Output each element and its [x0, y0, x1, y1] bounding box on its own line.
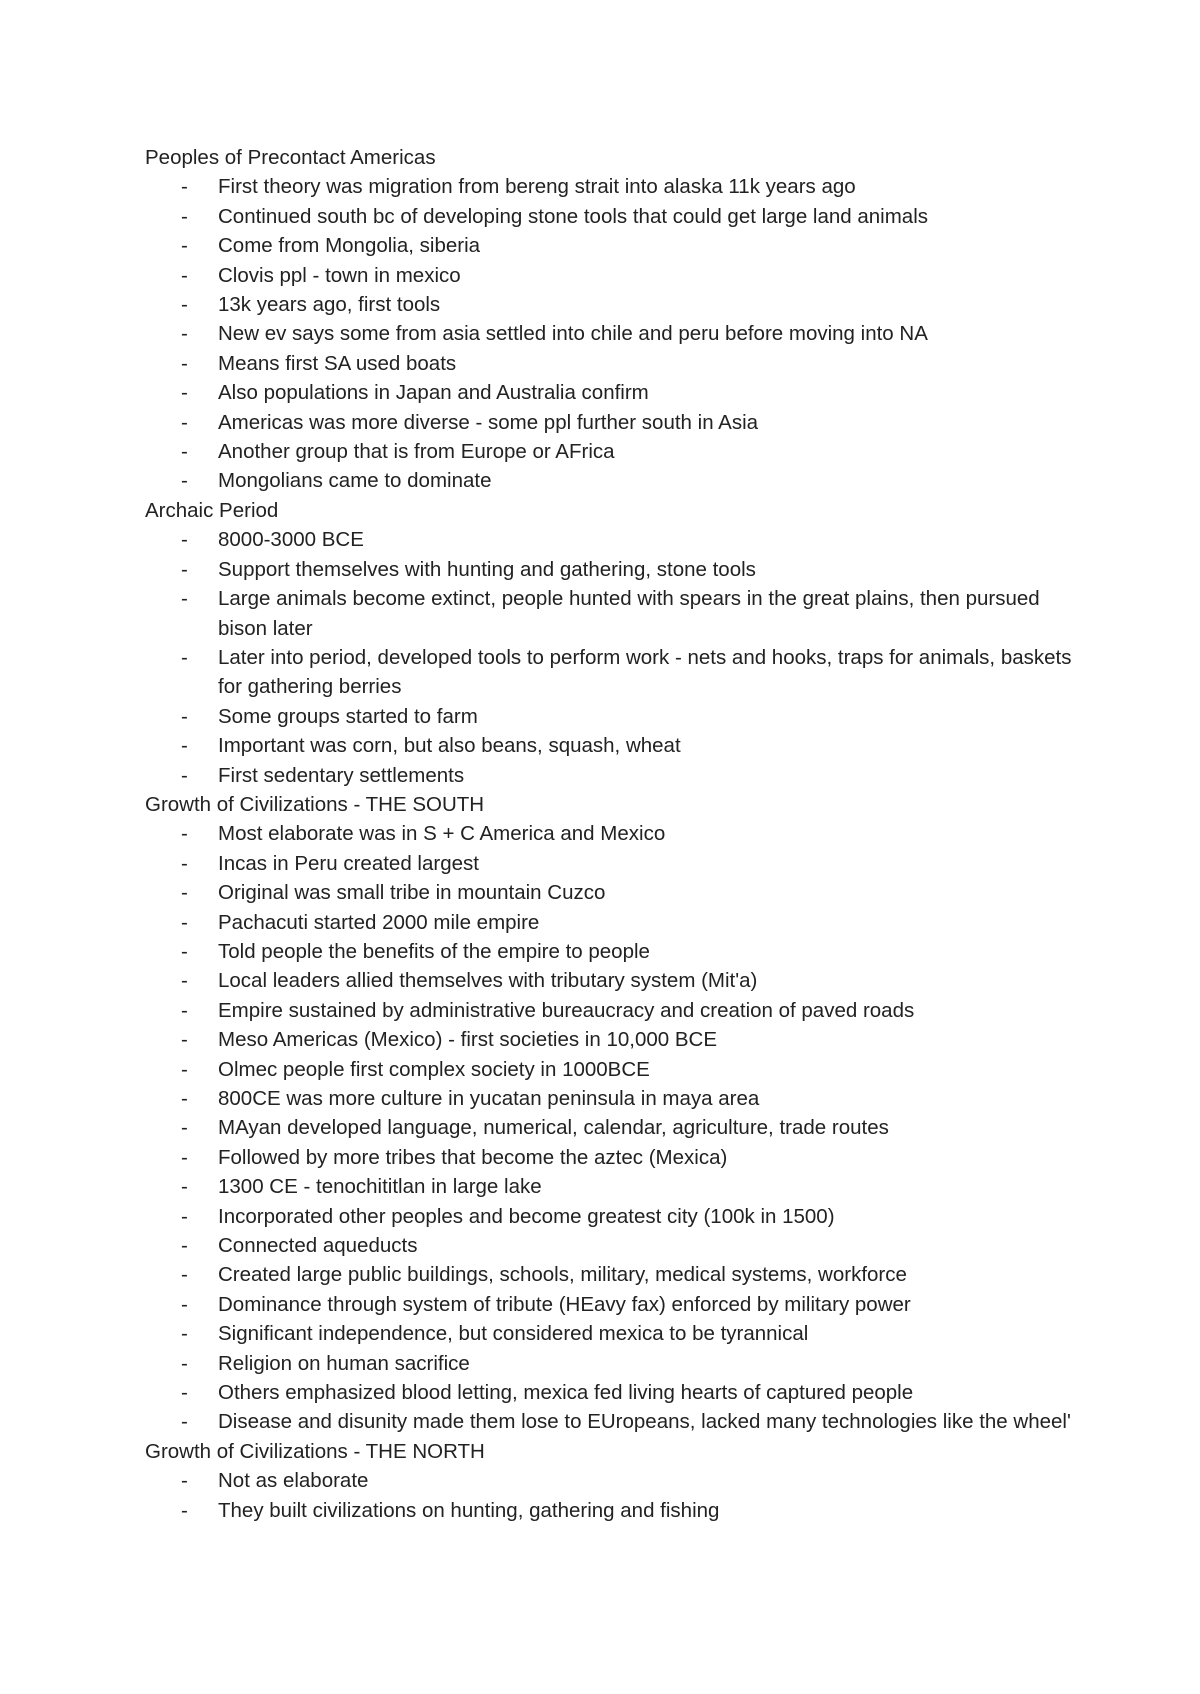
list-item: [145, 1466, 1075, 1495]
bullet-dash: -: [181, 410, 188, 434]
bullet-dash: -: [181, 969, 188, 993]
list-item: [145, 1378, 1075, 1407]
bullet-dash: -: [181, 1116, 188, 1140]
list-item: [145, 849, 1075, 878]
list-item-text: 13k years ago, first tools: [218, 293, 441, 317]
list-item: [145, 261, 1075, 290]
bullet-dash: -: [181, 351, 188, 375]
list-item: [145, 937, 1075, 966]
bullet-dash: -: [181, 1145, 188, 1169]
list-item-text: Significant independence, but considered mexica to be tyrannical: [218, 1322, 809, 1346]
bullet-dash: -: [181, 1087, 188, 1110]
list-item: [145, 1113, 1075, 1142]
list-item: [145, 1349, 1075, 1378]
section-heading: Archaic Period: [145, 498, 279, 522]
bullet-list: [145, 1466, 1075, 1525]
section-heading: Peoples of Precontact Americas: [145, 146, 436, 169]
list-item: [145, 466, 1075, 495]
bullet-dash: -: [181, 557, 188, 581]
list-item-text: Meso Americas (Mexico) - first societies in 10,000 BCE: [218, 1028, 717, 1052]
list-item-text: Come from Mongolia, siberia: [218, 234, 481, 258]
list-item-text: Olmec people first complex society in 1000BCE: [218, 1057, 650, 1081]
list-item-text: Clovis ppl - town in mexico: [218, 263, 461, 287]
list-item-text: Followed by more tribes that become the aztec (Mexica): [218, 1145, 728, 1169]
list-item-text: Continued south bc of developing stone tools that could get large land animals: [218, 204, 929, 228]
list-item-text: Important was corn, but also beans, squash, wheat: [218, 734, 681, 758]
list-item-text: Incas in Peru created largest: [218, 851, 479, 875]
list-item-text: Another group that is from Europe or AFrica: [218, 440, 615, 464]
bullet-dash: -: [181, 645, 188, 669]
list-item: [145, 1407, 1075, 1436]
list-item-text: Pachacuti started 2000 mile empire: [218, 910, 540, 934]
bullet-dash: -: [181, 293, 188, 317]
list-item-text: Empire sustained by administrative bureaucracy and creation of paved roads: [218, 998, 915, 1022]
list-item: [145, 584, 1075, 643]
bullet-dash: -: [181, 1381, 188, 1405]
bullet-dash: -: [181, 469, 188, 493]
list-item-text: New ev says some from asia settled into chile and peru before moving into NA: [218, 322, 928, 346]
bullet-list: [145, 819, 1075, 1437]
list-item-text: 8000-3000 BCE: [218, 528, 364, 552]
list-item: [145, 202, 1075, 231]
list-item: [145, 731, 1075, 760]
list-item-text: Told people the benefits of the empire to people: [218, 939, 650, 963]
list-item: [145, 378, 1075, 407]
list-item: [145, 966, 1075, 995]
bullet-dash: -: [181, 1322, 188, 1346]
list-item-text: Incorporated other peoples and become greatest city (100k in 1500): [218, 1204, 835, 1228]
bullet-dash: -: [181, 822, 188, 846]
list-item-text: Means first SA used boats: [218, 351, 457, 375]
bullet-dash: -: [181, 998, 188, 1022]
bullet-dash: -: [181, 734, 188, 758]
list-item: [145, 525, 1075, 554]
bullet-dash: -: [181, 939, 188, 963]
list-item: [145, 1290, 1075, 1319]
list-item: [145, 1084, 1075, 1113]
list-item: [145, 290, 1075, 319]
list-item-text: 800CE was more culture in yucatan peninsula in maya area: [218, 1087, 760, 1110]
bullet-dash: -: [181, 1234, 188, 1258]
list-item-text: Disease and disunity made them lose to EUropeans, lacked many technologies like the wheel': [218, 1410, 1071, 1434]
bullet-dash: -: [181, 381, 188, 405]
section-heading: Growth of Civilizations - THE SOUTH: [145, 792, 485, 816]
bullet-dash: -: [181, 587, 188, 611]
list-item: [145, 1202, 1075, 1231]
bullet-dash: -: [181, 175, 188, 199]
list-item: [145, 1143, 1075, 1172]
bullet-dash: -: [181, 763, 188, 787]
list-item-text: MAyan developed language, numerical, calendar, agriculture, trade routes: [218, 1116, 889, 1140]
bullet-dash: -: [181, 528, 188, 552]
list-item-text: Americas was more diverse - some ppl further south in Asia: [218, 410, 759, 434]
bullet-dash: -: [181, 204, 188, 228]
bullet-dash: -: [181, 881, 188, 905]
bullet-dash: -: [181, 910, 188, 934]
bullet-dash: -: [181, 1204, 188, 1228]
list-item-text: Not as elaborate: [218, 1469, 369, 1493]
list-item: [145, 1025, 1075, 1054]
bullet-dash: -: [181, 1498, 188, 1522]
list-item: [145, 1172, 1075, 1201]
bullet-dash: -: [181, 851, 188, 875]
list-item-text: Later into period, developed tools to perform work - nets and hooks, traps for animals, baskets for gathering berries: [218, 645, 1072, 699]
bullet-dash: -: [181, 1410, 188, 1434]
list-item-text: Large animals become extinct, people hunted with spears in the great plains, then pursued bison later: [218, 587, 1040, 640]
list-item: [145, 702, 1075, 731]
list-item-text: Dominance through system of tribute (HEavy fax) enforced by military power: [218, 1292, 911, 1316]
list-item-text: First sedentary settlements: [218, 763, 465, 787]
bullet-dash: -: [181, 322, 188, 346]
bullet-dash: -: [181, 440, 188, 464]
bullet-dash: -: [181, 1469, 188, 1493]
bullet-dash: -: [181, 1175, 188, 1199]
list-item-text: Mongolians came to dominate: [218, 469, 492, 493]
list-item: [145, 437, 1075, 466]
list-item: [145, 408, 1075, 437]
list-item: [145, 349, 1075, 378]
list-item: [145, 996, 1075, 1025]
bullet-dash: -: [181, 1263, 188, 1287]
list-item-text: Others emphasized blood letting, mexica fed living hearts of captured people: [218, 1381, 914, 1405]
list-item-text: Support themselves with hunting and gathering, stone tools: [218, 557, 756, 581]
list-item-text: Religion on human sacrifice: [218, 1351, 470, 1375]
list-item-text: Local leaders allied themselves with tributary system (Mit'a): [218, 969, 758, 993]
list-item: [145, 1496, 1075, 1525]
list-item-text: Created large public buildings, schools, military, medical systems, workforce: [218, 1263, 907, 1287]
list-item-text: They built civilizations on hunting, gathering and fishing: [218, 1498, 720, 1522]
bullet-dash: -: [181, 1292, 188, 1316]
list-item: [145, 819, 1075, 848]
list-item-text: First theory was migration from bereng strait into alaska 11k years ago: [218, 175, 856, 199]
list-item: [145, 231, 1075, 260]
list-item: [145, 908, 1075, 937]
list-item: [145, 643, 1075, 702]
list-item-text: Also populations in Japan and Australia confirm: [218, 381, 649, 405]
bullet-dash: -: [181, 1057, 188, 1081]
list-item: [145, 1231, 1075, 1260]
list-item: [145, 878, 1075, 907]
bullet-dash: -: [181, 263, 188, 287]
list-item-text: Connected aqueducts: [218, 1234, 418, 1258]
bullet-dash: -: [181, 234, 188, 258]
list-item: [145, 555, 1075, 584]
list-item-text: Some groups started to farm: [218, 704, 478, 728]
section-heading: Growth of Civilizations - THE NORTH: [145, 1439, 485, 1463]
document-page: [145, 143, 1075, 1525]
list-item-text: Original was small tribe in mountain Cuzco: [218, 881, 606, 905]
list-item: [145, 172, 1075, 201]
list-item: [145, 1319, 1075, 1348]
bullet-dash: -: [181, 1028, 188, 1052]
bullet-list: [145, 172, 1075, 495]
bullet-dash: -: [181, 1351, 188, 1375]
list-item: [145, 761, 1075, 790]
list-item: [145, 1055, 1075, 1084]
bullet-dash: -: [181, 704, 188, 728]
list-item: [145, 319, 1075, 348]
list-item: [145, 1260, 1075, 1289]
list-item-text: 1300 CE - tenochititlan in large lake: [218, 1175, 542, 1199]
bullet-list: [145, 525, 1075, 790]
list-item-text: Most elaborate was in S + C America and Mexico: [218, 822, 666, 846]
